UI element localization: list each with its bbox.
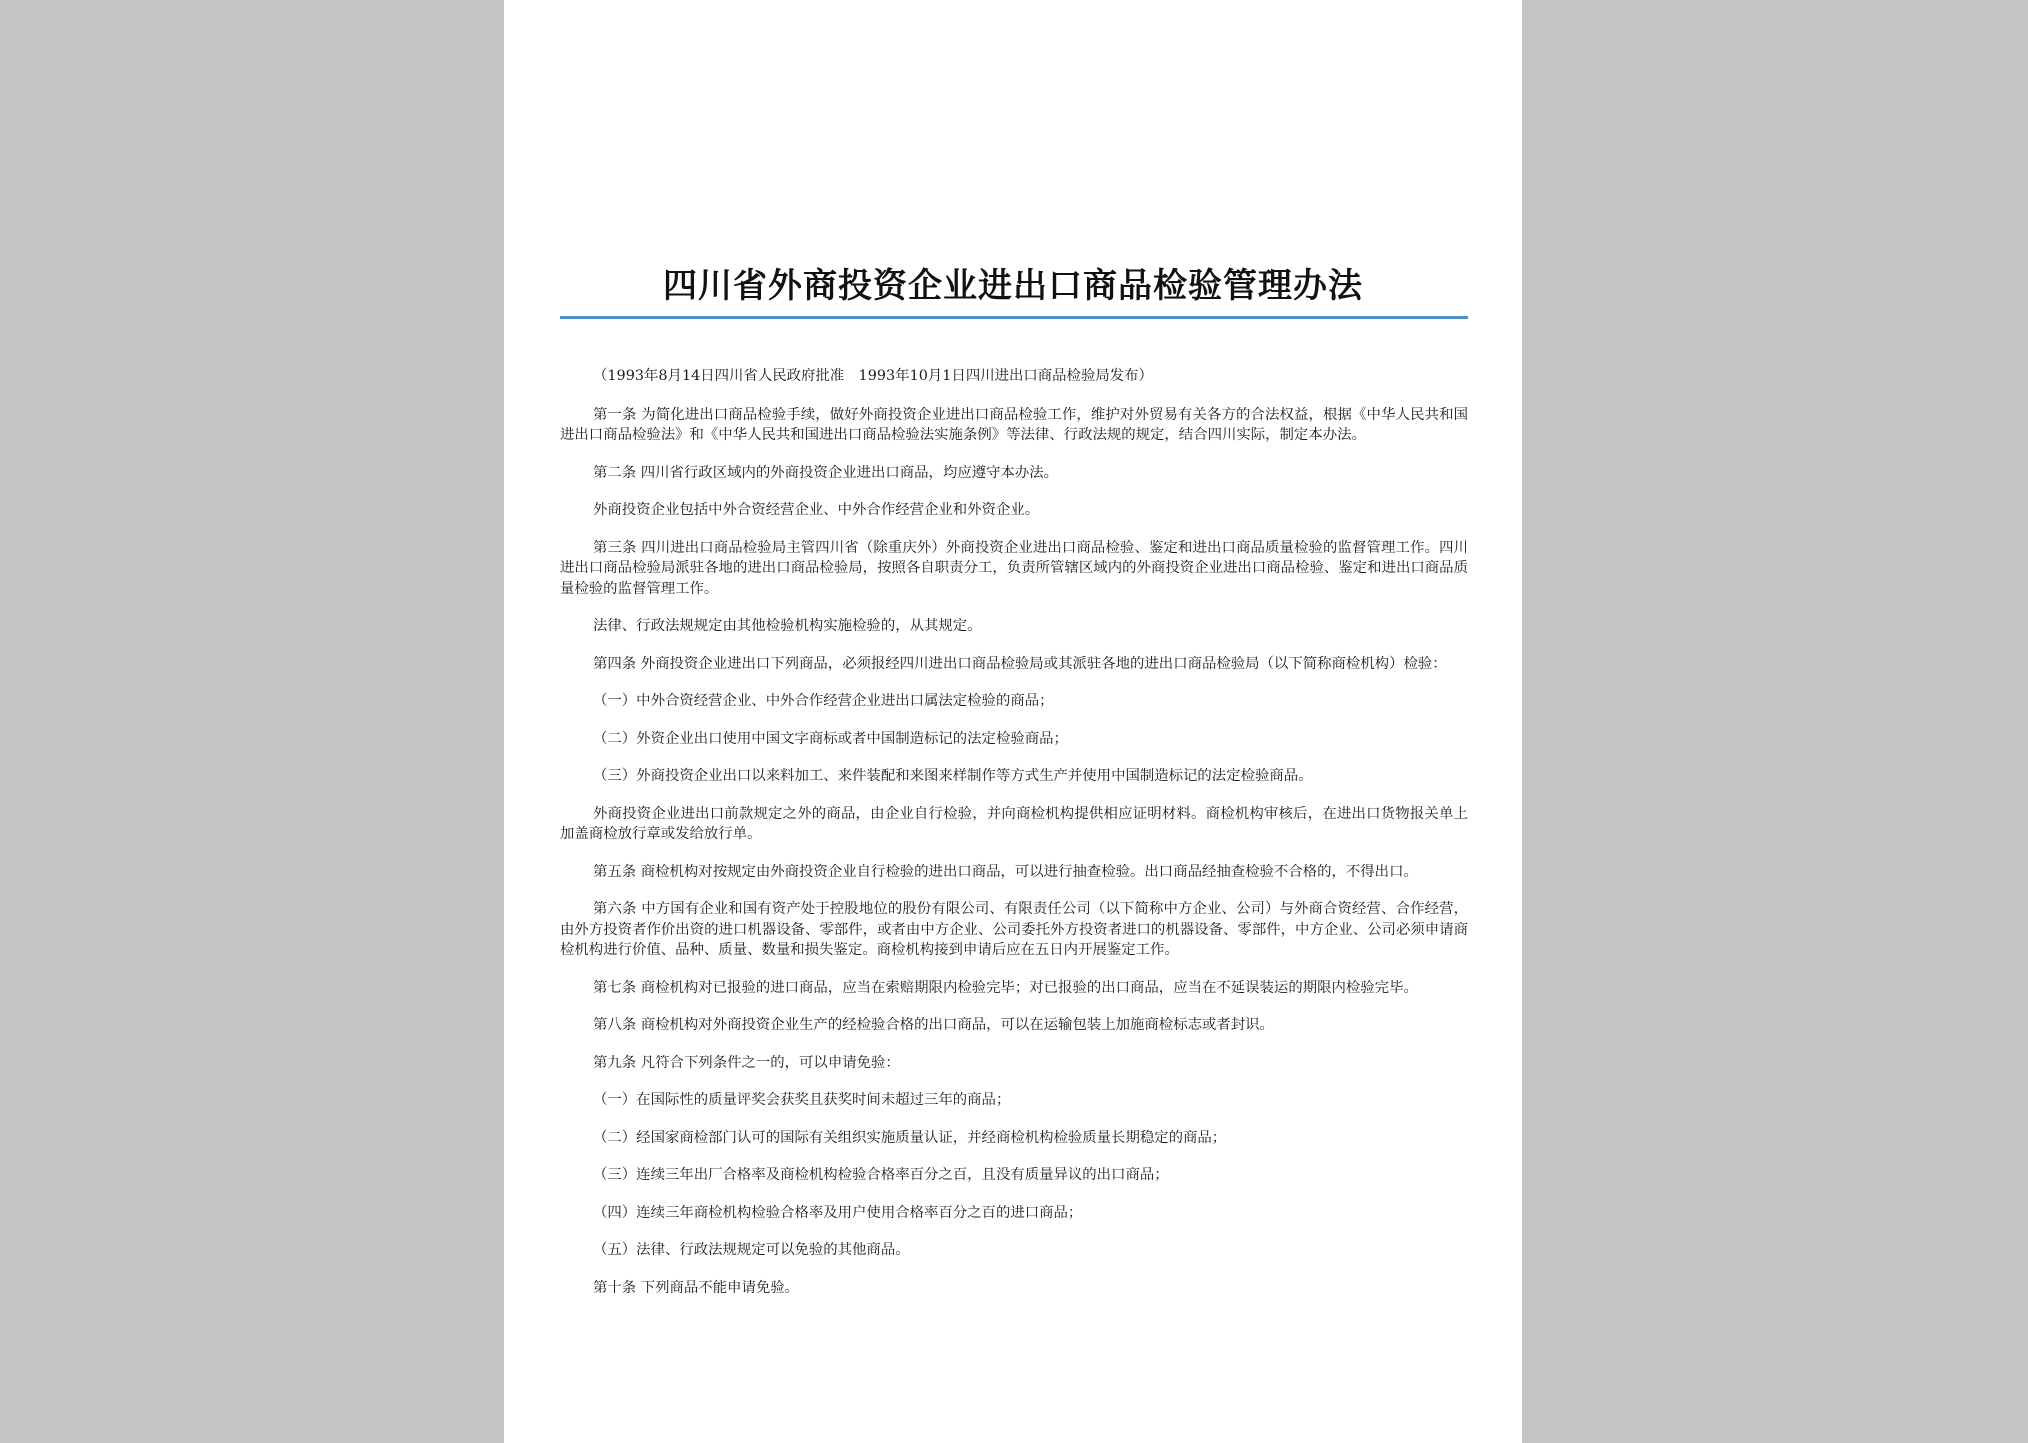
list-item: （四）连续三年商检机构检验合格率及用户使用合格率百分之百的进口商品； xyxy=(593,1204,1083,1221)
paragraph: 第二条 四川省行政区域内的外商投资企业进出口商品，均应遵守本办法。 xyxy=(593,464,1059,481)
list-item: （三）连续三年出厂合格率及商检机构检验合格率百分之百，且没有质量异议的出口商品； xyxy=(593,1167,1169,1183)
paragraph: 第五条 商检机构对按规定由外商投资企业自行检验的进出口商品，可以进行抽查检验。出口商品经抽查检验不合格的，不得出口。 xyxy=(593,863,1418,880)
document-body xyxy=(560,366,1468,1315)
list-item: （五）法律、行政法规规定可以免验的其他商品。 xyxy=(593,1242,910,1258)
document-page xyxy=(504,0,1522,1443)
document-title: 四川省外商投资企业进出口商品检验管理办法 xyxy=(663,266,1363,306)
document-meta: （1993年8月14日四川省人民政府批准 1993年10月1日四川进出口商品检验局发布） xyxy=(593,368,1153,384)
list-item: （一）中外合资经营企业、中外合作经营企业进出口属法定检验的商品； xyxy=(593,693,1054,709)
paragraph: 第九条 凡符合下列条件之一的，可以申请免验： xyxy=(593,1054,900,1071)
list-item: （一）在国际性的质量评奖会获奖且获奖时间未超过三年的商品； xyxy=(593,1092,1011,1108)
paragraph: 第七条 商检机构对已报验的进口商品，应当在索赔期限内检验完毕；对已报验的出口商品，应当在不延误装运的期限内检验完毕。 xyxy=(593,979,1418,996)
list-item: （二）经国家商检部门认可的国际有关组织实施质量认证，并经商检机构检验质量长期稳定的商品； xyxy=(593,1129,1227,1146)
title-divider xyxy=(560,316,1468,319)
paragraph: 第四条 外商投资企业进出口下列商品，必须报经四川进出口商品检验局或其派驻各地的进出口商品检验局（以下简称商检机构）检验： xyxy=(593,655,1447,672)
paragraph: 第十条 下列商品不能申请免验。 xyxy=(593,1279,800,1296)
paragraph: 第三条 四川进出口商品检验局主管四川省（除重庆外）外商投资企业进出口商品检验、鉴定和进出口商品质量检验的监督管理工作。四川进出口商品检验局派驻各地的进出口商品检验局，按照各自职责分工，负责所管辖区域内的外商投资企业进出口商品检验、鉴定和进出口商品质量检验的监督管理工作。 xyxy=(560,539,1468,597)
paragraph: 外商投资企业包括中外合资经营企业、中外合作经营企业和外资企业。 xyxy=(593,502,1040,518)
paragraph: 第八条 商检机构对外商投资企业生产的经检验合格的出口商品，可以在运输包装上加施商检标志或者封识。 xyxy=(593,1017,1274,1033)
list-item: （二）外资企业出口使用中国文字商标或者中国制造标记的法定检验商品； xyxy=(593,730,1068,747)
paragraph: 外商投资企业进出口前款规定之外的商品，由企业自行检验，并向商检机构提供相应证明材料。商检机构审核后，在进出口货物报关单上加盖商检放行章或发给放行单。 xyxy=(560,805,1468,842)
paragraph: 法律、行政法规规定由其他检验机构实施检验的，从其规定。 xyxy=(593,618,982,634)
paragraph: 第六条 中方国有企业和国有资产处于控股地位的股份有限公司、有限责任公司（以下简称中方企业、公司）与外商合资经营、合作经营，由外方投资者作价出资的进口机器设备、零部件，或者由中方企业、公司委托外方投资者进口的机器设备、零部件，中方企业、公司必须申请商检机构进行价值、品种、质量、数量和损失鉴定。商检机构接到申请后应在五日内开展鉴定工作。 xyxy=(560,901,1468,958)
paragraph: 第一条 为简化进出口商品检验手续，做好外商投资企业进出口商品检验工作，维护对外贸易有关各方的合法权益，根据《中华人民共和国进出口商品检验法》和《中华人民共和国进出口商品检验法实施条例》等法律、行政法规的规定，结合四川实际，制定本办法。 xyxy=(560,406,1468,443)
list-item: （三）外商投资企业出口以来料加工、来件装配和来图来样制作等方式生产并使用中国制造标记的法定检验商品。 xyxy=(593,768,1313,784)
